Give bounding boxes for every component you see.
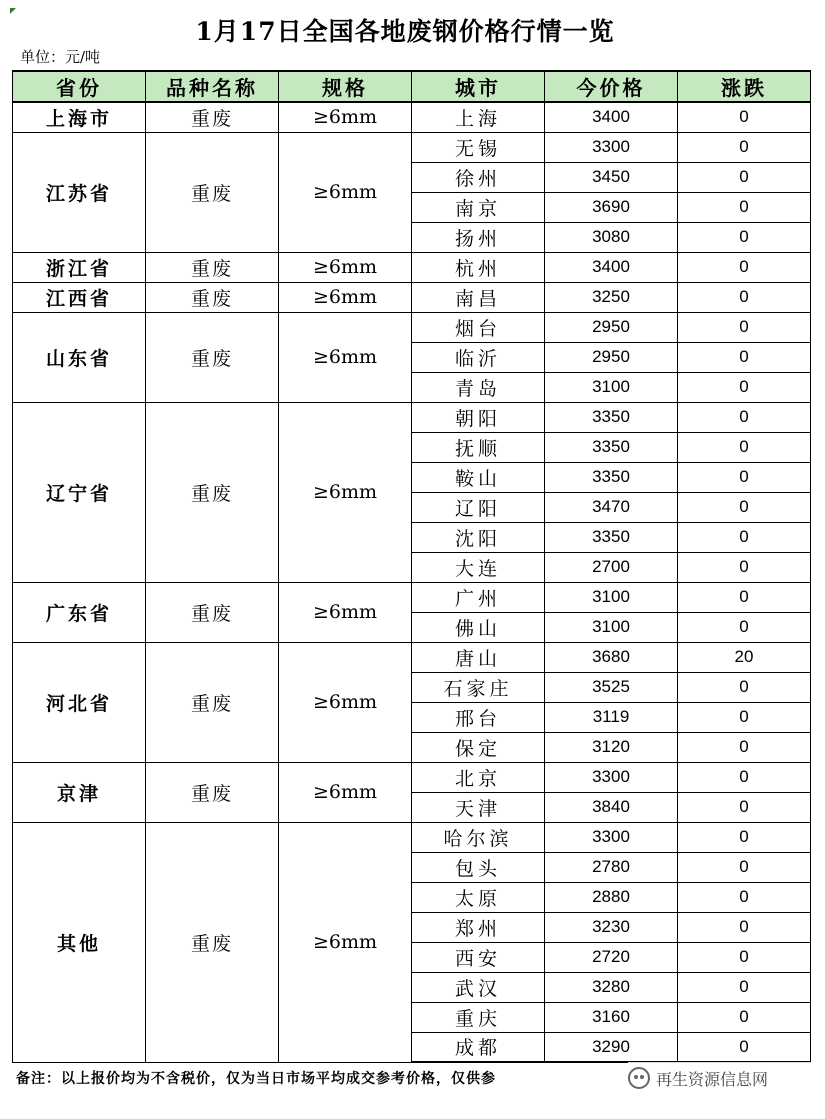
price-cell: 2950 — [545, 342, 678, 372]
price-cell: 3680 — [545, 642, 678, 672]
price-cell: 3350 — [545, 522, 678, 552]
table-row — [13, 582, 811, 612]
price-cell: 2880 — [545, 882, 678, 912]
kind-cell: 重废 — [146, 252, 279, 282]
change-cell: 0 — [678, 1002, 811, 1032]
change-cell: 0 — [678, 252, 811, 282]
change-cell: 0 — [678, 672, 811, 702]
price-cell: 3120 — [545, 732, 678, 762]
province-cell: 浙江省 — [13, 252, 146, 282]
spec-cell: ≥6mm — [279, 312, 412, 402]
spec-cell: ≥6mm — [279, 132, 412, 252]
city-cell: 南昌 — [412, 282, 545, 312]
change-cell: 0 — [678, 162, 811, 192]
price-cell: 3690 — [545, 192, 678, 222]
price-cell: 3350 — [545, 432, 678, 462]
city-cell: 太原 — [412, 882, 545, 912]
header-spec: 规格 — [279, 71, 412, 102]
kind-cell: 重废 — [146, 582, 279, 642]
table-row — [13, 822, 811, 852]
kind-cell: 重废 — [146, 312, 279, 402]
price-cell: 3100 — [545, 612, 678, 642]
spec-cell: ≥6mm — [279, 582, 412, 642]
price-cell: 3350 — [545, 402, 678, 432]
change-cell: 0 — [678, 732, 811, 762]
price-cell: 3450 — [545, 162, 678, 192]
city-cell: 西安 — [412, 942, 545, 972]
city-cell: 包头 — [412, 852, 545, 882]
price-cell: 3119 — [545, 702, 678, 732]
city-cell: 无锡 — [412, 132, 545, 162]
city-cell: 朝阳 — [412, 402, 545, 432]
city-cell: 成都 — [412, 1032, 545, 1062]
table-header-row — [13, 71, 811, 102]
city-cell: 保定 — [412, 732, 545, 762]
change-cell: 0 — [678, 942, 811, 972]
province-cell: 广东省 — [13, 582, 146, 642]
change-cell: 0 — [678, 492, 811, 522]
spec-cell: ≥6mm — [279, 762, 412, 822]
price-cell: 2720 — [545, 942, 678, 972]
change-cell: 0 — [678, 792, 811, 822]
city-cell: 烟台 — [412, 312, 545, 342]
change-cell: 0 — [678, 612, 811, 642]
kind-cell: 重废 — [146, 402, 279, 582]
change-cell: 0 — [678, 882, 811, 912]
city-cell: 哈尔滨 — [412, 822, 545, 852]
province-cell: 上海市 — [13, 102, 146, 132]
change-cell: 0 — [678, 852, 811, 882]
city-cell: 天津 — [412, 792, 545, 822]
header-city: 城市 — [412, 71, 545, 102]
price-cell: 2700 — [545, 552, 678, 582]
city-cell: 沈阳 — [412, 522, 545, 552]
city-cell: 重庆 — [412, 1002, 545, 1032]
kind-cell: 重废 — [146, 642, 279, 762]
spec-cell: ≥6mm — [279, 822, 412, 1062]
kind-cell: 重废 — [146, 822, 279, 1062]
spec-cell: ≥6mm — [279, 102, 412, 132]
province-cell: 山东省 — [13, 312, 146, 402]
table-row — [13, 762, 811, 792]
spec-cell: ≥6mm — [279, 642, 412, 762]
header-kind: 品种名称 — [146, 71, 279, 102]
price-cell: 2780 — [545, 852, 678, 882]
city-cell: 石家庄 — [412, 672, 545, 702]
change-cell: 0 — [678, 702, 811, 732]
table-row — [13, 282, 811, 312]
price-cell: 3470 — [545, 492, 678, 522]
change-cell: 0 — [678, 552, 811, 582]
price-cell: 2950 — [545, 312, 678, 342]
footnote: 备注：以上报价均为不含税价，仅为当日市场平均成交参考价格，仅供参 — [16, 1071, 496, 1087]
table-row — [13, 102, 811, 132]
city-cell: 佛山 — [412, 612, 545, 642]
price-cell: 3525 — [545, 672, 678, 702]
kind-cell: 重废 — [146, 132, 279, 252]
price-cell: 3280 — [545, 972, 678, 1002]
price-cell: 3100 — [545, 582, 678, 612]
price-cell: 3300 — [545, 762, 678, 792]
price-cell: 3300 — [545, 822, 678, 852]
change-cell: 0 — [678, 462, 811, 492]
spec-cell: ≥6mm — [279, 252, 412, 282]
city-cell: 鞍山 — [412, 462, 545, 492]
city-cell: 大连 — [412, 552, 545, 582]
spec-cell: ≥6mm — [279, 402, 412, 582]
price-cell: 3160 — [545, 1002, 678, 1032]
price-cell: 3100 — [545, 372, 678, 402]
change-cell: 20 — [678, 642, 811, 672]
city-cell: 辽阳 — [412, 492, 545, 522]
province-cell: 辽宁省 — [13, 402, 146, 582]
price-cell: 3350 — [545, 462, 678, 492]
province-cell: 江苏省 — [13, 132, 146, 252]
table-body — [13, 102, 811, 1062]
table-row — [13, 402, 811, 432]
city-cell: 唐山 — [412, 642, 545, 672]
city-cell: 青岛 — [412, 372, 545, 402]
change-cell: 0 — [678, 582, 811, 612]
change-cell: 0 — [678, 222, 811, 252]
change-cell: 0 — [678, 282, 811, 312]
city-cell: 武汉 — [412, 972, 545, 1002]
change-cell: 0 — [678, 822, 811, 852]
city-cell: 郑州 — [412, 912, 545, 942]
province-cell: 江西省 — [13, 282, 146, 312]
city-cell: 徐州 — [412, 162, 545, 192]
change-cell: 0 — [678, 102, 811, 132]
price-cell: 3250 — [545, 282, 678, 312]
price-cell: 3840 — [545, 792, 678, 822]
city-cell: 邢台 — [412, 702, 545, 732]
page-title: 1月17日全国各地废钢价格行情一览 — [195, 17, 615, 46]
table-row — [13, 252, 811, 282]
change-cell: 0 — [678, 132, 811, 162]
city-cell: 上海 — [412, 102, 545, 132]
change-cell: 0 — [678, 432, 811, 462]
unit-label: 单位：元/吨 — [20, 48, 101, 66]
price-cell: 3400 — [545, 102, 678, 132]
watermark-text: 再生资源信息网 — [656, 1069, 769, 1089]
change-cell: 0 — [678, 372, 811, 402]
change-cell: 0 — [678, 912, 811, 942]
change-cell: 0 — [678, 402, 811, 432]
kind-cell: 重废 — [146, 762, 279, 822]
change-cell: 0 — [678, 522, 811, 552]
change-cell: 0 — [678, 192, 811, 222]
city-cell: 北京 — [412, 762, 545, 792]
kind-cell: 重废 — [146, 102, 279, 132]
price-cell: 3290 — [545, 1032, 678, 1062]
price-table — [12, 70, 811, 1063]
header-change: 涨跌 — [678, 71, 811, 102]
header-province: 省份 — [13, 71, 146, 102]
header-price: 今价格 — [545, 71, 678, 102]
change-cell: 0 — [678, 312, 811, 342]
price-cell: 3400 — [545, 252, 678, 282]
price-cell: 3230 — [545, 912, 678, 942]
province-cell: 其他 — [13, 822, 146, 1062]
change-cell: 0 — [678, 762, 811, 792]
city-cell: 扬州 — [412, 222, 545, 252]
table-row — [13, 642, 811, 672]
city-cell: 广州 — [412, 582, 545, 612]
watermark — [628, 1062, 818, 1094]
price-cell: 3080 — [545, 222, 678, 252]
city-cell: 南京 — [412, 192, 545, 222]
change-cell: 0 — [678, 972, 811, 1002]
wechat-icon — [628, 1067, 650, 1089]
province-cell: 河北省 — [13, 642, 146, 762]
city-cell: 抚顺 — [412, 432, 545, 462]
city-cell: 杭州 — [412, 252, 545, 282]
spec-cell: ≥6mm — [279, 282, 412, 312]
city-cell: 临沂 — [412, 342, 545, 372]
price-cell: 3300 — [545, 132, 678, 162]
kind-cell: 重废 — [146, 282, 279, 312]
change-cell: 0 — [678, 1032, 811, 1062]
change-cell: 0 — [678, 342, 811, 372]
table-row — [13, 132, 811, 162]
province-cell: 京津 — [13, 762, 146, 822]
table-row — [13, 312, 811, 342]
